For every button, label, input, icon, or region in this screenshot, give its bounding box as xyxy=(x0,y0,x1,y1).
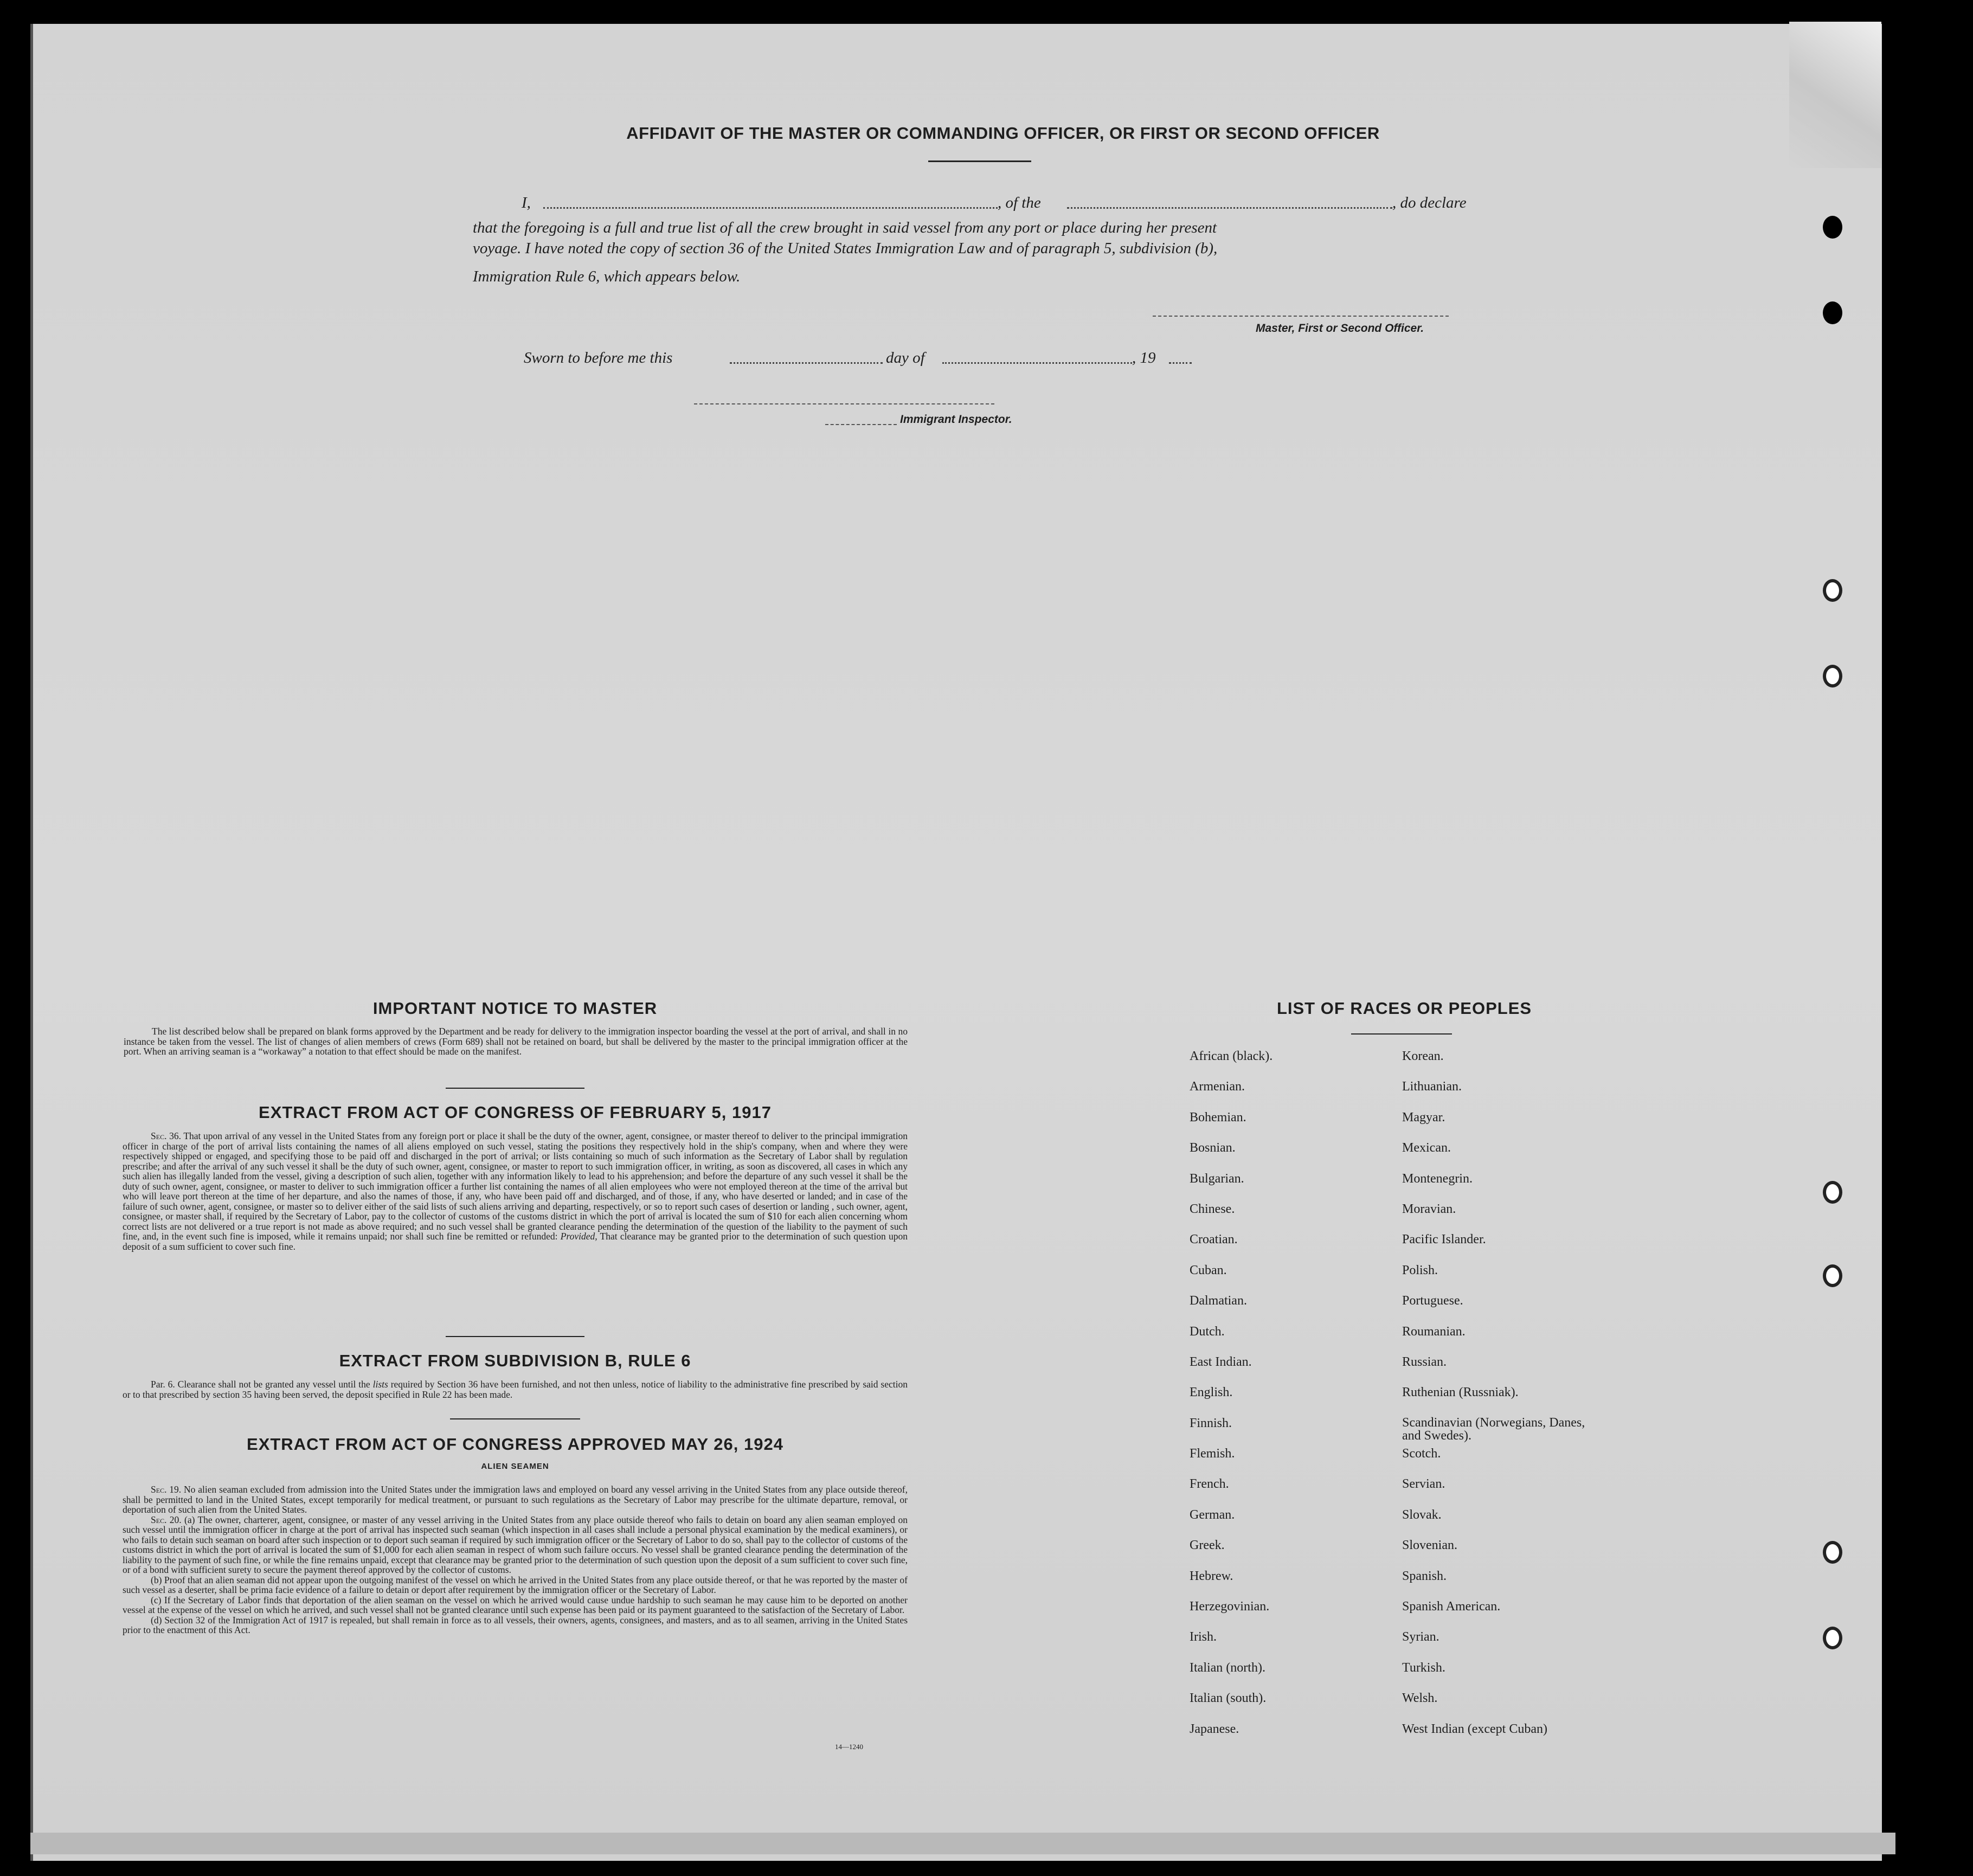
sec-19-text: No alien seaman excluded from admission into the United States under the immigration laws and employed on board any vessel arriving in the United States from any place outside thereof, shall be permitted to land in the United States, except temporarily for medical treatment, or pursuant to such regulations as the Secretary of Labor may prescribe for the ultimate departure, removal, or deportation of such alien from the United States. xyxy=(123,1484,908,1515)
punch-hole-icon xyxy=(1823,665,1842,688)
race-item: East Indian. xyxy=(1190,1354,1252,1369)
affidavit-title: AFFIDAVIT OF THE MASTER OR COMMANDING OFFICER, OR FIRST OR SECOND OFFICER xyxy=(626,124,1380,143)
race-item: Croatian. xyxy=(1190,1232,1238,1247)
race-item: Lithuanian. xyxy=(1402,1080,1462,1094)
vessel-blank xyxy=(1067,207,1392,209)
par-6-text-b: required by Section 36 have been furnished, and not then unless, notice of liability to the administrative fine prescribed by said section or to that prescribed by section 35 having been served, the deposit specified in Rule 22 has been made. xyxy=(123,1379,908,1400)
race-item: Polish. xyxy=(1402,1263,1438,1277)
sec-20c-paragraph: (c) If the Secretary of Labor finds that deportation of the alien seaman on the vessel on which he arrived would cause undue hardship to such seaman he may cause him to be deported on another vessel at the expense of the vessel on which he arrived, and such vessel shall not be granted clearance until such expense has been paid or its payment guaranteed to the satisfaction of the Secretary of Labor. xyxy=(123,1594,908,1615)
year-blank xyxy=(1169,362,1192,364)
master-label: Master, First or Second Officer. xyxy=(1256,322,1424,335)
punch-hole-icon xyxy=(1823,1264,1842,1287)
page-fold-corner xyxy=(1789,22,1881,168)
affidavit-i: I, xyxy=(522,194,531,211)
race-item: English. xyxy=(1190,1385,1233,1400)
sec-20-label: Sec. 20. xyxy=(151,1514,182,1525)
race-item: Hebrew. xyxy=(1190,1569,1233,1583)
title-divider xyxy=(928,160,1031,162)
race-item: Mexican. xyxy=(1402,1141,1451,1155)
sec-19-paragraph xyxy=(123,1485,908,1515)
punch-hole-icon xyxy=(1823,301,1842,324)
race-item: Spanish American. xyxy=(1402,1599,1501,1614)
section-divider xyxy=(446,1088,584,1089)
extract-1917-body xyxy=(123,1131,908,1251)
races-title-divider xyxy=(1351,1033,1452,1035)
race-item: Bosnian. xyxy=(1190,1141,1236,1155)
affidavit-line-2: that the foregoing is a full and true list of all the crew brought in said vessel from any port or place during her present xyxy=(473,219,1217,236)
race-item: Moravian. xyxy=(1402,1202,1456,1216)
race-item: Italian (south). xyxy=(1190,1691,1267,1706)
inspector-label-lead xyxy=(825,424,897,425)
race-item: Turkish. xyxy=(1402,1660,1445,1675)
punch-hole-icon xyxy=(1823,216,1842,239)
race-item: Bohemian. xyxy=(1190,1110,1246,1125)
affidavit-do-declare: , do declare xyxy=(1392,194,1467,211)
sec-20d-paragraph: (d) Section 32 of the Immigration Act of 1917 is repealed, but shall remain in force as to all vessels, their owners, agents, consignees, and masters, and as to all seamen, arriving in the United States prior to the enactment of this Act. xyxy=(123,1614,908,1635)
name-blank xyxy=(543,207,998,209)
race-item: Flemish. xyxy=(1190,1447,1235,1461)
act-1924-title: EXTRACT FROM ACT OF CONGRESS APPROVED MAY 26, 1924 xyxy=(247,1435,783,1454)
races-right-column xyxy=(1402,1049,1586,1752)
master-signature-line xyxy=(1153,316,1449,317)
race-item: Japanese. xyxy=(1190,1721,1239,1736)
race-item: Scotch. xyxy=(1402,1447,1441,1461)
race-item: Irish. xyxy=(1190,1630,1217,1644)
act-1924-body xyxy=(123,1485,908,1635)
rule-6-title: EXTRACT FROM SUBDIVISION B, RULE 6 xyxy=(339,1351,691,1370)
sec-20a-text: (a) The owner, charterer, agent, consignee, or master of any vessel arriving in the United States from any place outside thereof who fails to detain on board any alien seaman employed on such vessel until the immigration officer in charge at the port of arrival has inspected such seaman (which inspection in all cases shall include a personal physical examination by the medical examiners), or who fails to detain such seaman on board after such inspection or to deport such seaman if required by such immigration officer or the Secretary of Labor to do so, shall pay to the collector of customs of the customs district in which the port of arrival is located the sum of $1,000 for each alien seaman in respect of whom such failure occurs. No vessel shall be granted clearance pending the determination of the liability to the payment of such fine, or while the fine remains unpaid, except that clearance may be granted prior to the determination of such question upon the deposit of a sum sufficient to cover such fine, or of a bond with sufficient surety to secure the payment thereof approved by the collector of customs. xyxy=(123,1514,908,1575)
rule-6-body xyxy=(123,1379,908,1399)
year-prefix: , 19 xyxy=(1132,349,1156,367)
race-item: Portuguese. xyxy=(1402,1294,1463,1308)
affidavit-of-the: , of the xyxy=(998,194,1041,211)
race-item: Roumanian. xyxy=(1402,1324,1466,1339)
sworn-date-blank xyxy=(730,362,883,364)
race-item: Italian (north). xyxy=(1190,1660,1265,1675)
race-item: Armenian. xyxy=(1190,1080,1245,1094)
race-item: Magyar. xyxy=(1402,1110,1445,1125)
extract-1917-title: EXTRACT FROM ACT OF CONGRESS OF FEBRUARY 5, 1917 xyxy=(259,1103,772,1122)
race-item: Slovak. xyxy=(1402,1507,1442,1522)
par-6-text-a: Clearance shall not be granted any vessel until the xyxy=(175,1379,373,1390)
sec-19-label: Sec. 19. xyxy=(151,1484,182,1495)
punch-hole-icon xyxy=(1823,1627,1842,1649)
race-item: German. xyxy=(1190,1507,1235,1522)
race-item: Russian. xyxy=(1402,1354,1447,1369)
punch-hole-icon xyxy=(1823,579,1842,602)
race-item: Dutch. xyxy=(1190,1324,1225,1339)
race-item: Finnish. xyxy=(1190,1416,1232,1430)
inspector-label: Immigrant Inspector. xyxy=(900,413,1012,426)
race-item: Ruthenian (Russniak). xyxy=(1402,1385,1519,1400)
notice-title: IMPORTANT NOTICE TO MASTER xyxy=(372,999,658,1018)
lists-word: lists xyxy=(372,1379,388,1390)
race-item: Korean. xyxy=(1402,1049,1444,1063)
sworn-text: Sworn to before me this xyxy=(524,349,673,367)
sec-20a-paragraph xyxy=(123,1515,908,1575)
section-divider xyxy=(450,1418,580,1419)
month-blank xyxy=(942,362,1132,364)
race-item: Syrian. xyxy=(1402,1630,1439,1644)
race-item: Cuban. xyxy=(1190,1263,1227,1277)
race-item: French. xyxy=(1190,1477,1229,1492)
day-of-text: day of xyxy=(886,349,925,367)
sec-20b-paragraph: (b) Proof that an alien seaman did not appear upon the outgoing manifest of the vessel on which he arrived in the United States from any place outside thereof, or that he was reported by the master of such vessel as a deserter, shall be prima facie evidence of a failure to detain or deport after requirement by the immigration officer or the Secretary of Labor. xyxy=(123,1574,908,1595)
race-item: Scandinavian (Norwegians, Danes, and Swedes). xyxy=(1402,1415,1585,1443)
race-item: West Indian (except Cuban) xyxy=(1402,1721,1547,1736)
race-item: Bulgarian. xyxy=(1190,1171,1244,1186)
races-title: LIST OF RACES OR PEOPLES xyxy=(1276,999,1532,1018)
affidavit-line-4: Immigration Rule 6, which appears below. xyxy=(473,268,741,285)
par-6-label: Par. 6. xyxy=(151,1379,175,1390)
races-left-column xyxy=(1190,1049,1273,1752)
race-item: Servian. xyxy=(1402,1477,1445,1492)
page-bottom-edge xyxy=(30,1833,1895,1854)
race-item: Welsh. xyxy=(1402,1691,1438,1706)
race-item: Slovenian. xyxy=(1402,1538,1457,1553)
sec-36-text: That upon arrival of any vessel in the United States from any foreign port or place it shall be the duty of the owner, agent, consignee, or master thereof to deliver to the principal immigration officer in charge of the port of arrival lists containing the names of all aliens employed on such vessel, stating the positions they respectively hold in the ship's company, when and where they were respectively shipped or engaged, and specifying those to be paid off and discharged in the port of arrival; or lists containing so much of such information as the Secretary of Labor shall by regulation prescribe; and after the arrival of any such vessel it shall be the duty of such owner, agent, consignee, or master to report to such immigration officer, in writing, as soon as discovered, all cases in which any such alien has illegally landed from the vessel, giving a description of such alien, together with any information likely to lead to his apprehension; and before the departure of any such vessel it shall be the duty of such owner, agent, consignee, or master to deliver to such immigration officer a further list containing the names of all alien employees who were not employed thereon at the time of the arrival but who will leave port thereon at the time of her departure, and also the names of those, if any, who have been paid off and discharged, and of those, if any, who have deserted or landed; and in case of the failure of such owner, agent, consignee, or master so to deliver either of the said lists of such aliens arriving and departing, respectively, or so to report such cases of desertion or landing , such owner, agent, consignee, or master shall, if required by the Secretary of Labor, pay to the collector of customs of the customs district in which the port of arrival is located the sum of $10 for each alien concerning whom correct lists are not delivered or a true report is not made as above required; and no such vessel shall be granted clearance pending the determination of the question of the liability to the payment of such fine, and, in the event such fine is imposed, while it remains unpaid; nor shall such fine be remitted or refunded: xyxy=(123,1130,908,1242)
race-item: Spanish. xyxy=(1402,1569,1447,1583)
form-number: 14—1240 xyxy=(835,1743,863,1751)
punch-hole-icon xyxy=(1823,1541,1842,1564)
race-item: Chinese. xyxy=(1190,1202,1235,1216)
alien-seamen-subtitle: ALIEN SEAMEN xyxy=(481,1462,549,1471)
affidavit-line-3: voyage. I have noted the copy of section 36 of the United States Immigration Law and of paragraph 5, subdivision (b), xyxy=(473,240,1218,257)
race-item: Greek. xyxy=(1190,1538,1225,1553)
sec-36-label: Sec. 36. xyxy=(151,1130,181,1141)
inspector-signature-line xyxy=(694,403,994,404)
punch-hole-icon xyxy=(1823,1181,1842,1204)
race-item: Herzegovinian. xyxy=(1190,1599,1270,1614)
race-item: African (black). xyxy=(1190,1049,1273,1063)
race-item: Montenegrin. xyxy=(1402,1171,1473,1186)
provided-word: Provided, xyxy=(560,1231,597,1242)
section-divider xyxy=(446,1336,584,1337)
race-item: Dalmatian. xyxy=(1190,1294,1247,1308)
sec-36-text-end: That clearance may be granted prior to the determination of such question upon deposit of a sum sufficient to cover such fine. xyxy=(123,1231,908,1252)
race-item: Pacific Islander. xyxy=(1402,1232,1486,1247)
notice-body: The list described below shall be prepared on blank forms approved by the Department and be ready for delivery to the immigration inspector boarding the vessel at the port of arrival, and shall in no instance be taken from the vessel. The list of changes of alien members of crews (Form 689) shall not be retained on board, but shall be delivered by the master to the principal immigration officer at the port. When an arriving seaman is a “workaway” a notation to that effect should be made on the manifest. xyxy=(124,1026,908,1057)
